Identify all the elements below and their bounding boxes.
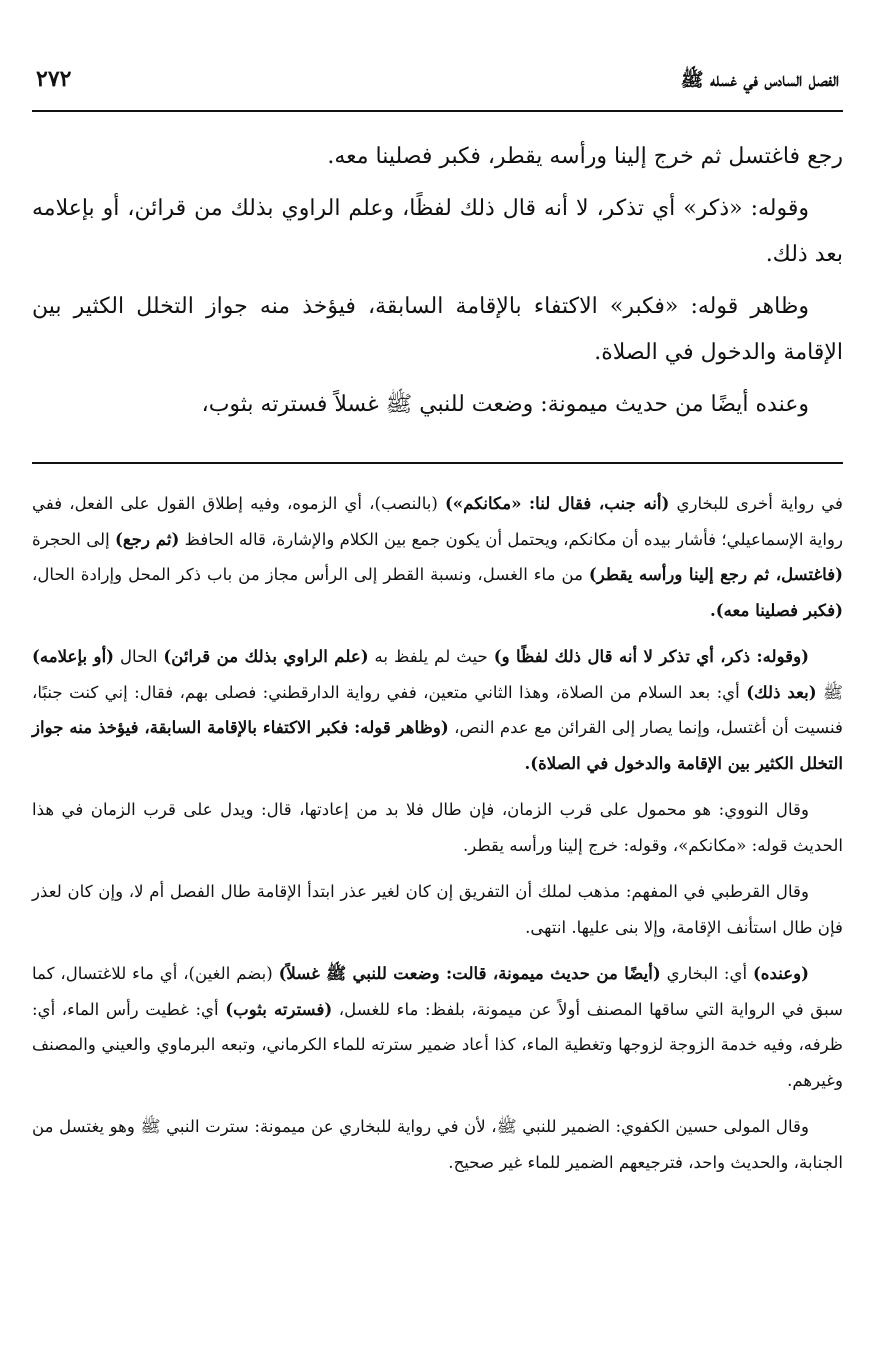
- main-paragraph-3: وظاهر قوله: «فكبر» الاكتفاء بالإقامة السابقة، فيؤخذ منه جواز التخلل الكثير بين الإقامة والدخول في الصلاة.: [32, 294, 843, 365]
- running-title: الفصل السادس في غسله ﷺ: [680, 69, 839, 91]
- page-number: ٢٧٢: [36, 66, 72, 92]
- main-paragraph-2: وقوله: «ذكر» أي تذكر، لا أنه قال ذلك لفظًا، وعلم الراوي بذلك من قرائن، أو بإعلامه بعد ذلك.: [32, 196, 843, 267]
- book-page: [32, 60, 843, 1359]
- text-span: (بالنصب)، أي الزموه، وفيه إطلاق القول على الفعل، ففي رواية الإسماعيلي؛ فأشار بيده أن مكانكم، ويحتمل أن يكون جمع بين الكلام والإشارة، قاله الحافظ: [32, 494, 843, 549]
- bold-span: (أو بإعلامه): [32, 646, 115, 666]
- text-span: أي: بعد السلام من الصلاة، وهذا الثاني متعين، ففي رواية الدارقطني: فصلى بهم، فقال: إني كنت جنبًا، فنسيت أن أغتسل، وإنما يصار إلى القرائن مع عدم النص،: [32, 682, 843, 737]
- text-span: (بضم الغين)، أي ماء للاغتسال، كما سبق في الرواية التي ساقها المصنف أولاً عن ميمونة، بلفظ: ماء للغسل،: [32, 964, 843, 1019]
- bold-span: (أيضًا من حديث ميمونة، قالت: وضعت للنبي ﷺ غسلاً): [278, 963, 661, 983]
- main-text: [32, 134, 843, 428]
- text-span: إلى الحجرة: [32, 529, 116, 549]
- bold-span: (علم الراوي بذلك من قرائن): [163, 646, 369, 666]
- bold-span: (فسترته بثوب): [225, 998, 333, 1019]
- text-span: في رواية أخرى للبخاري: [669, 494, 843, 513]
- bold-span: (ثم رجع): [115, 528, 180, 549]
- commentary-paragraph-6: وقال المولى حسين الكفوي: الضمير للنبي ﷺ، لأن في رواية للبخاري عن ميمونة: سترت النبي ﷺ وهو يغتسل من الجنابة، والحديث واحد، فترجيعهم الضمير للماء غير صحيح.: [32, 1117, 843, 1172]
- bold-span: (بعد ذلك): [746, 681, 817, 702]
- bold-span: (وظاهر قوله: فكبر الاكتفاء بالإقامة السابقة، فيؤخذ منه جواز التخلل الكثير بين الإقامة والدخول في الصلاة).: [32, 717, 843, 773]
- commentary-paragraph-5: [32, 956, 843, 1098]
- text-span: حيث لم يلفظ به: [368, 647, 494, 666]
- commentary-paragraph-3: وقال النووي: هو محمول على قرب الزمان، فإن طال فلا بد من إعادتها، قال: ويدل على قرب الزمان في هذا الحديث قوله: «مكانكم»، وقوله: خرج إلينا ورأسه يقطر.: [32, 800, 843, 855]
- bold-span: (فاغتسل، ثم رجع إلينا ورأسه يقطر): [588, 564, 843, 584]
- main-paragraph-1: رجع فاغتسل ثم خرج إلينا ورأسه يقطر، فكبر فصلينا معه.: [327, 144, 843, 169]
- bold-span: (وقوله: ذكر، أي تذكر لا أنه قال ذلك لفظًا و): [493, 646, 809, 666]
- footnote-divider: [32, 462, 843, 464]
- commentary-paragraph-2: [32, 639, 843, 781]
- text-span: من ماء الغسل، ونسبة القطر إلى الرأس مجاز من باب ذكر المحل وإرادة الحال،: [32, 565, 589, 584]
- bold-span: (وعنده): [752, 963, 809, 983]
- commentary: [32, 486, 843, 1180]
- commentary-paragraph-1: [32, 486, 843, 628]
- text-span: أي: البخاري: [660, 964, 753, 983]
- text-span: الحال: [114, 647, 164, 666]
- text-span: ﷺ: [816, 682, 844, 702]
- text-span: أي: غطيت رأس الماء، أي: ظرفه، وفيه خدمة الزوجة لزوجها وتغطية الماء، كذا أعاد ضمير سترته للماء الكرماني، وتبعه البرماوي والعيني والمصنف وغيرهم.: [32, 999, 843, 1090]
- commentary-paragraph-4: وقال القرطبي في المفهم: مذهب لملك أن التفريق إن كان لغير عذر ابتدأ الإقامة طال الفصل أم لا، وإن كان لعذر فإن طال استأنف الإقامة، وإلا بنى عليها. انتهى.: [32, 882, 843, 937]
- main-paragraph-4: وعنده أيضًا من حديث ميمونة: وضعت للنبي ﷺ غسلاً فسترته بثوب،: [201, 392, 809, 417]
- page-header: [32, 60, 843, 112]
- bold-span: (أنه جنب، فقال لنا: «مكانكم»): [444, 493, 670, 513]
- bold-span: (فكبر فصلينا معه).: [710, 599, 843, 620]
